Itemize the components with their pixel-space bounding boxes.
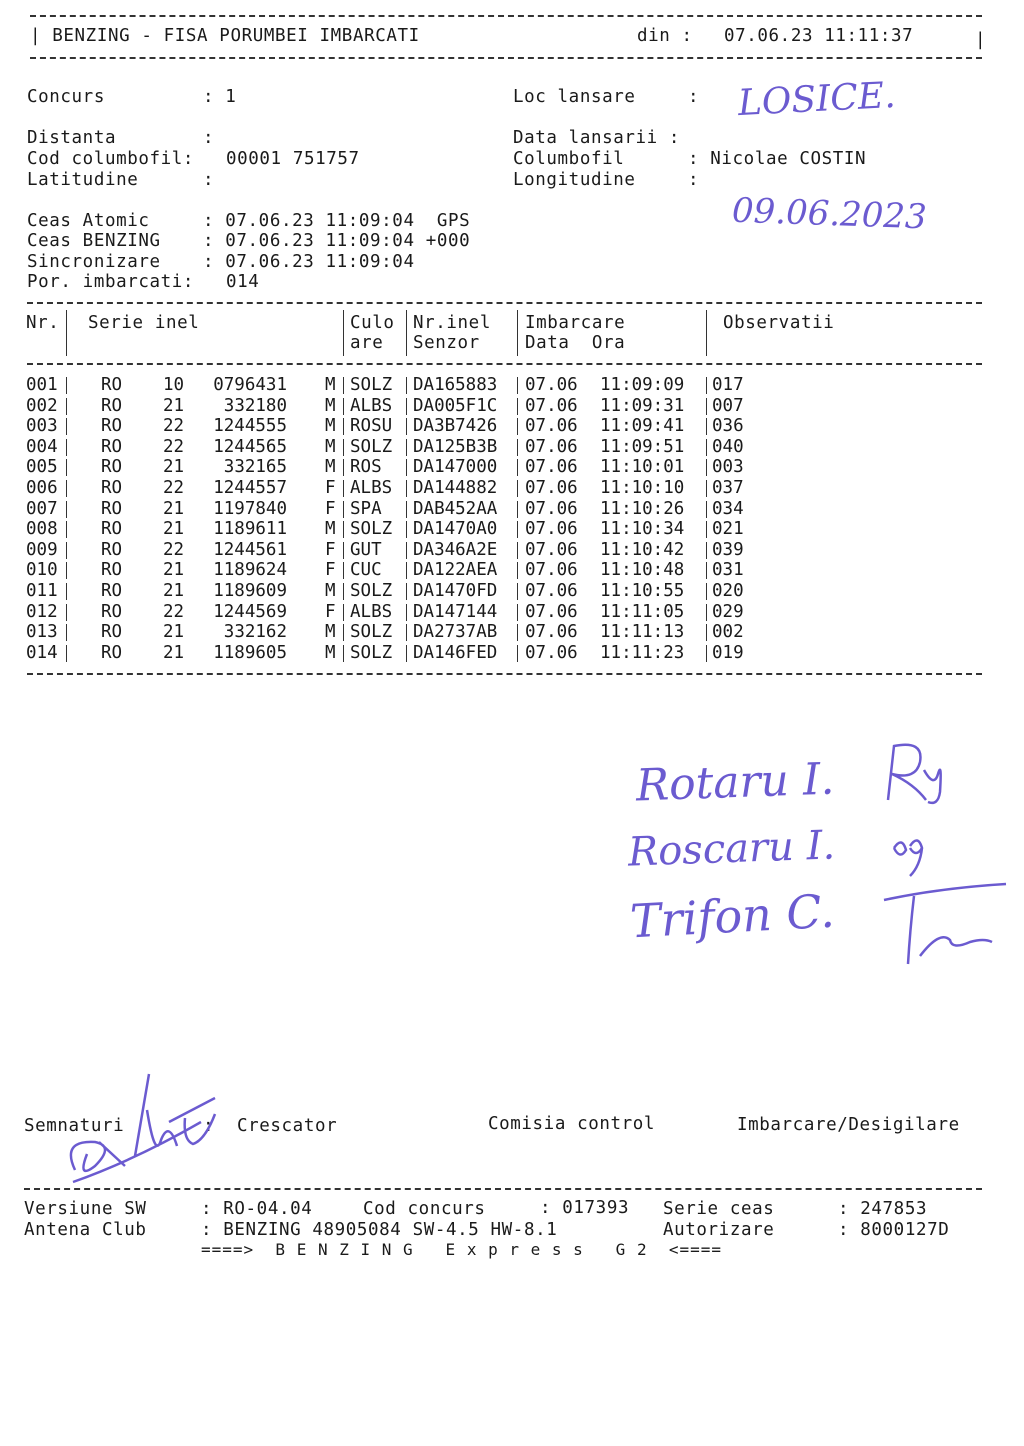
cell-an: 21 [163, 457, 185, 478]
autorizare-value: : 8000127D [838, 1220, 950, 1240]
benzing-express-banner: ====> B E N Z I N G E x p r e s s G 2 <==== [201, 1240, 723, 1259]
document-title: | BENZING - FISA PORUMBEI IMBARCATI [30, 26, 420, 46]
cell-nr: 001 [26, 375, 58, 395]
column-separator [406, 377, 407, 394]
cell-observatii: 039 [712, 539, 744, 560]
cell-inel: 1189609 [213, 581, 287, 601]
cell-inel: 0796431 [213, 375, 287, 395]
column-separator [343, 645, 344, 662]
serie-ceas-value: : 247853 [838, 1199, 928, 1219]
cell-culoare: ALBS [350, 601, 393, 622]
cell-sex: M [325, 642, 336, 663]
cell-senzor: DA122AEA [413, 560, 498, 581]
cell-senzor: DA1470A0 [413, 519, 498, 540]
column-separator [343, 521, 344, 538]
column-separator [406, 542, 407, 559]
cell-sex: F [325, 498, 336, 519]
col-header-nrinel-1: Nr.inel [413, 313, 491, 333]
column-separator [343, 439, 344, 456]
cell-culoare: SOLZ [350, 375, 393, 395]
column-separator [66, 480, 67, 497]
column-separator [406, 645, 407, 662]
cell-data: 07.06 [525, 581, 578, 601]
table-row [0, 643, 1024, 664]
column-separator [706, 583, 707, 600]
cell-inel: 332165 [223, 457, 287, 478]
sincronizare-value: : 07.06.23 11:09:04 [203, 252, 415, 272]
column-separator [517, 480, 518, 497]
cell-senzor: DA125B3B [413, 436, 498, 457]
cell-sex: M [325, 581, 336, 601]
cell-culoare: SOLZ [350, 581, 393, 601]
cell-an: 21 [163, 498, 185, 519]
column-separator [406, 459, 407, 476]
cell-culoare: GUT [350, 539, 382, 560]
cell-an: 22 [163, 436, 185, 457]
autorizare-label: Autorizare [663, 1220, 775, 1240]
por-imbarcati-label: Por. imbarcati: [27, 272, 195, 292]
cell-an: 22 [163, 601, 185, 622]
cell-sex: M [325, 375, 336, 395]
cell-nr: 010 [26, 560, 58, 581]
cell-observatii: 034 [712, 498, 744, 519]
cell-ora: 11:10:10 [600, 478, 685, 498]
cell-ora: 11:09:09 [600, 375, 685, 395]
cell-inel: 332180 [223, 395, 287, 416]
crescator-label: Crescator [237, 1116, 338, 1136]
column-separator [406, 562, 407, 579]
concurs-value: : 1 [203, 87, 237, 107]
cell-ora: 11:11:05 [600, 601, 685, 622]
column-separator [66, 583, 67, 600]
cell-inel: 1189624 [213, 560, 287, 581]
cell-nr: 002 [26, 395, 58, 416]
cell-sex: M [325, 436, 336, 457]
col-header-nr: Nr. [26, 313, 60, 333]
column-separator [406, 480, 407, 497]
cell-data: 07.06 [525, 498, 578, 519]
cell-data: 07.06 [525, 642, 578, 663]
cell-sex: F [325, 601, 336, 622]
versiune-sw-label: Versiune SW [24, 1199, 147, 1219]
column-separator [517, 398, 518, 415]
column-separator [343, 501, 344, 518]
cell-culoare: SOLZ [350, 622, 393, 643]
cell-ora: 11:11:23 [600, 642, 685, 663]
column-separator [66, 562, 67, 579]
cell-data: 07.06 [525, 539, 578, 560]
cell-observatii: 029 [712, 601, 744, 622]
semnaturi-colon: : [203, 1116, 215, 1136]
column-separator [343, 377, 344, 394]
col-header-serie: Serie inel [88, 313, 200, 333]
cell-inel: 1244569 [213, 601, 287, 622]
column-separator [343, 480, 344, 497]
column-separator [706, 604, 707, 621]
crescator-signature [65, 1070, 225, 1190]
column-separator [66, 542, 67, 559]
cell-nr: 014 [26, 642, 58, 663]
column-separator [706, 439, 707, 456]
column-separator [406, 439, 407, 456]
column-separator [406, 501, 407, 518]
cell-ora: 11:10:26 [600, 498, 685, 519]
cell-an: 10 [163, 375, 185, 395]
latitudine-value: : [203, 170, 215, 190]
column-separator [517, 439, 518, 456]
column-separator [343, 542, 344, 559]
cell-tara: RO [101, 519, 123, 540]
column-separator [343, 418, 344, 435]
cell-sex: M [325, 622, 336, 643]
column-separator [706, 624, 707, 641]
cell-nr: 003 [26, 416, 58, 437]
cell-senzor: DA1470FD [413, 581, 498, 601]
column-separator [66, 377, 67, 394]
column-separator [706, 501, 707, 518]
cell-tara: RO [101, 498, 123, 519]
cell-sex: M [325, 519, 336, 540]
header-sep-3 [406, 310, 407, 356]
cell-inel: 1189611 [213, 519, 287, 540]
cell-senzor: DA2737AB [413, 622, 498, 643]
cell-senzor: DA346A2E [413, 539, 498, 560]
column-separator [66, 604, 67, 621]
cod-columbofil-value: 00001 751757 [226, 149, 360, 169]
table-row [0, 560, 1024, 581]
cell-data: 07.06 [525, 560, 578, 581]
cell-culoare: ALBS [350, 478, 393, 498]
cell-observatii: 036 [712, 416, 744, 437]
col-header-imbarcare-1: Imbarcare [525, 313, 626, 333]
cell-data: 07.06 [525, 478, 578, 498]
cell-nr: 005 [26, 457, 58, 478]
ceas-atomic-label: Ceas Atomic [27, 211, 150, 231]
header-sep-2 [343, 310, 344, 356]
column-separator [517, 645, 518, 662]
cell-senzor: DA144882 [413, 478, 498, 498]
cell-an: 21 [163, 395, 185, 416]
column-separator [66, 459, 67, 476]
cell-ora: 11:10:55 [600, 581, 685, 601]
cod-concurs-value: : 017393 [540, 1198, 630, 1218]
column-separator [517, 562, 518, 579]
cell-inel: 1244555 [213, 416, 287, 437]
ceas-atomic-value: : 07.06.23 11:09:04 GPS [203, 211, 471, 231]
cell-an: 21 [163, 642, 185, 663]
column-separator [406, 521, 407, 538]
cell-senzor: DAB452AA [413, 498, 498, 519]
antena-club-value: : BENZING 48905084 SW-4.5 HW-8.1 [201, 1220, 558, 1240]
distanta-value: : [203, 128, 215, 148]
cell-tara: RO [101, 395, 123, 416]
cell-nr: 011 [26, 581, 58, 601]
column-separator [706, 480, 707, 497]
table-row [0, 396, 1024, 417]
column-separator [517, 521, 518, 538]
column-separator [706, 418, 707, 435]
footer-top-border [24, 1188, 982, 1190]
columbofil-value: : Nicolae COSTIN [688, 149, 867, 169]
cell-data: 07.06 [525, 622, 578, 643]
cell-data: 07.06 [525, 395, 578, 416]
handwritten-initials-1 [880, 740, 950, 810]
cell-data: 07.06 [525, 436, 578, 457]
column-separator [406, 624, 407, 641]
table-bottom-border [27, 673, 982, 675]
ceas-benzing-label: Ceas BENZING [27, 231, 161, 251]
table-row [0, 416, 1024, 437]
column-separator [517, 377, 518, 394]
cell-observatii: 040 [712, 436, 744, 457]
cell-tara: RO [101, 560, 123, 581]
column-separator [343, 562, 344, 579]
cell-tara: RO [101, 622, 123, 643]
cell-an: 22 [163, 478, 185, 498]
longitudine-value: : [688, 170, 700, 190]
cell-tara: RO [101, 478, 123, 498]
cell-observatii: 017 [712, 375, 744, 395]
column-separator [343, 459, 344, 476]
cell-observatii: 019 [712, 642, 744, 663]
column-separator [66, 439, 67, 456]
cell-data: 07.06 [525, 601, 578, 622]
table-row [0, 581, 1024, 602]
cell-senzor: DA147000 [413, 457, 498, 478]
cell-inel: 1244561 [213, 539, 287, 560]
data-lansarii-label: Data lansarii : [513, 128, 681, 148]
versiune-sw-value: : RO-04.04 [201, 1199, 313, 1219]
column-separator [66, 398, 67, 415]
column-separator [343, 604, 344, 621]
col-header-imbarcare-2: Data Ora [525, 333, 626, 353]
cell-ora: 11:09:41 [600, 416, 685, 437]
table-row [0, 602, 1024, 623]
cell-tara: RO [101, 375, 123, 395]
handwritten-name-2: Roscaru I. [627, 822, 836, 876]
column-separator [343, 398, 344, 415]
cell-culoare: SPA [350, 498, 382, 519]
cell-data: 07.06 [525, 416, 578, 437]
column-separator [517, 418, 518, 435]
cell-nr: 012 [26, 601, 58, 622]
column-separator [517, 542, 518, 559]
header-sep-5 [706, 310, 707, 356]
cell-ora: 11:11:13 [600, 622, 685, 643]
cell-tara: RO [101, 416, 123, 437]
cell-inel: 1244565 [213, 436, 287, 457]
cell-sex: M [325, 416, 336, 437]
comisia-control-label: Comisia control [488, 1114, 656, 1134]
cell-ora: 11:09:51 [600, 436, 685, 457]
cell-observatii: 002 [712, 622, 744, 643]
header-sep-1 [66, 310, 67, 356]
cell-senzor: DA146FED [413, 642, 498, 663]
column-separator [406, 583, 407, 600]
cell-ora: 11:10:34 [600, 519, 685, 540]
cell-sex: F [325, 539, 336, 560]
cell-inel: 1197840 [213, 498, 287, 519]
cod-concurs-label: Cod concurs [363, 1199, 486, 1219]
cell-tara: RO [101, 601, 123, 622]
cell-observatii: 021 [712, 519, 744, 540]
cell-data: 07.06 [525, 375, 578, 395]
cell-culoare: ROS [350, 457, 382, 478]
cell-culoare: SOLZ [350, 436, 393, 457]
cell-nr: 007 [26, 498, 58, 519]
por-imbarcati-value: 014 [226, 272, 260, 292]
ceas-benzing-value: : 07.06.23 11:09:04 +000 [203, 231, 471, 251]
serie-ceas-label: Serie ceas [663, 1199, 775, 1219]
header-date-value: 07.06.23 11:11:37 [724, 26, 914, 46]
col-header-nrinel-2: Senzor [413, 333, 480, 353]
header-end-bar: | [975, 30, 987, 50]
cell-ora: 11:09:31 [600, 395, 685, 416]
column-separator [66, 521, 67, 538]
column-separator [706, 398, 707, 415]
cell-an: 21 [163, 622, 185, 643]
cell-observatii: 031 [712, 560, 744, 581]
cell-senzor: DA165883 [413, 375, 498, 395]
column-separator [517, 583, 518, 600]
header-top-border [30, 15, 982, 17]
antena-club-label: Antena Club [24, 1220, 147, 1240]
cell-data: 07.06 [525, 457, 578, 478]
table-row [0, 540, 1024, 561]
cell-tara: RO [101, 457, 123, 478]
column-separator [706, 645, 707, 662]
column-separator [66, 624, 67, 641]
table-row [0, 437, 1024, 458]
column-separator [406, 418, 407, 435]
longitudine-label: Longitudine [513, 170, 636, 190]
handwritten-name-3: Trifon C. [628, 883, 836, 949]
cod-columbofil-label: Cod columbofil: [27, 149, 195, 169]
imbarcare-desigilare-label: Imbarcare/Desigilare [737, 1115, 960, 1135]
column-separator [343, 583, 344, 600]
column-separator [706, 377, 707, 394]
table-row [0, 519, 1024, 540]
cell-an: 21 [163, 581, 185, 601]
cell-ora: 11:10:42 [600, 539, 685, 560]
cell-an: 21 [163, 560, 185, 581]
table-top-border [27, 302, 982, 304]
cell-ora: 11:10:01 [600, 457, 685, 478]
cell-nr: 013 [26, 622, 58, 643]
cell-tara: RO [101, 539, 123, 560]
cell-observatii: 020 [712, 581, 744, 601]
cell-culoare: SOLZ [350, 519, 393, 540]
cell-culoare: CUC [350, 560, 382, 581]
cell-inel: 1189605 [213, 642, 287, 663]
table-row [0, 478, 1024, 499]
column-separator [517, 501, 518, 518]
cell-data: 07.06 [525, 519, 578, 540]
cell-ora: 11:10:48 [600, 560, 685, 581]
cell-inel: 332162 [223, 622, 287, 643]
latitudine-label: Latitudine [27, 170, 139, 190]
cell-observatii: 003 [712, 457, 744, 478]
cell-nr: 004 [26, 436, 58, 457]
col-header-culoare-2: are [350, 333, 384, 353]
cell-sex: M [325, 457, 336, 478]
cell-senzor: DA3B7426 [413, 416, 498, 437]
column-separator [706, 459, 707, 476]
column-separator [517, 624, 518, 641]
cell-nr: 009 [26, 539, 58, 560]
sincronizare-label: Sincronizare [27, 252, 161, 272]
handwritten-date: 09.06.2023 [731, 190, 928, 238]
cell-inel: 1244557 [213, 478, 287, 498]
cell-tara: RO [101, 642, 123, 663]
table-row [0, 499, 1024, 520]
column-separator [66, 418, 67, 435]
cell-observatii: 037 [712, 478, 744, 498]
cell-tara: RO [101, 436, 123, 457]
column-separator [406, 604, 407, 621]
header-sep-4 [517, 310, 518, 356]
semnaturi-label: Semnaturi [24, 1116, 125, 1136]
column-separator [66, 501, 67, 518]
cell-culoare: ROSU [350, 416, 393, 437]
cell-nr: 008 [26, 519, 58, 540]
handwritten-initials-3 [880, 880, 1010, 970]
col-header-observatii: Observatii [723, 313, 835, 333]
column-separator [706, 562, 707, 579]
handwritten-location: LOSICE. [737, 74, 897, 125]
cell-sex: M [325, 395, 336, 416]
table-row [0, 375, 1024, 396]
column-separator [517, 604, 518, 621]
header-date-label: din : [637, 26, 693, 46]
cell-observatii: 007 [712, 395, 744, 416]
cell-sex: F [325, 478, 336, 498]
cell-sex: F [325, 560, 336, 581]
cell-culoare: ALBS [350, 395, 393, 416]
cell-nr: 006 [26, 478, 58, 498]
column-separator [706, 521, 707, 538]
columbofil-label: Columbofil [513, 149, 625, 169]
cell-an: 22 [163, 416, 185, 437]
cell-culoare: SOLZ [350, 642, 393, 663]
handwritten-initials-2 [888, 830, 938, 880]
cell-tara: RO [101, 581, 123, 601]
column-separator [66, 645, 67, 662]
distanta-label: Distanta [27, 128, 117, 148]
column-separator [706, 542, 707, 559]
table-header-bottom-border [27, 363, 982, 365]
cell-senzor: DA005F1C [413, 395, 498, 416]
handwritten-name-1: Rotaru I. [635, 753, 836, 812]
cell-an: 21 [163, 519, 185, 540]
column-separator [517, 459, 518, 476]
table-row [0, 622, 1024, 643]
loc-lansare-colon: : [688, 87, 700, 107]
cell-an: 22 [163, 539, 185, 560]
column-separator [343, 624, 344, 641]
loc-lansare-label: Loc lansare [513, 87, 636, 107]
table-row [0, 457, 1024, 478]
concurs-label: Concurs [27, 87, 105, 107]
col-header-culoare-1: Culo [350, 313, 395, 333]
cell-senzor: DA147144 [413, 601, 498, 622]
header-bottom-border [30, 57, 982, 59]
column-separator [406, 398, 407, 415]
